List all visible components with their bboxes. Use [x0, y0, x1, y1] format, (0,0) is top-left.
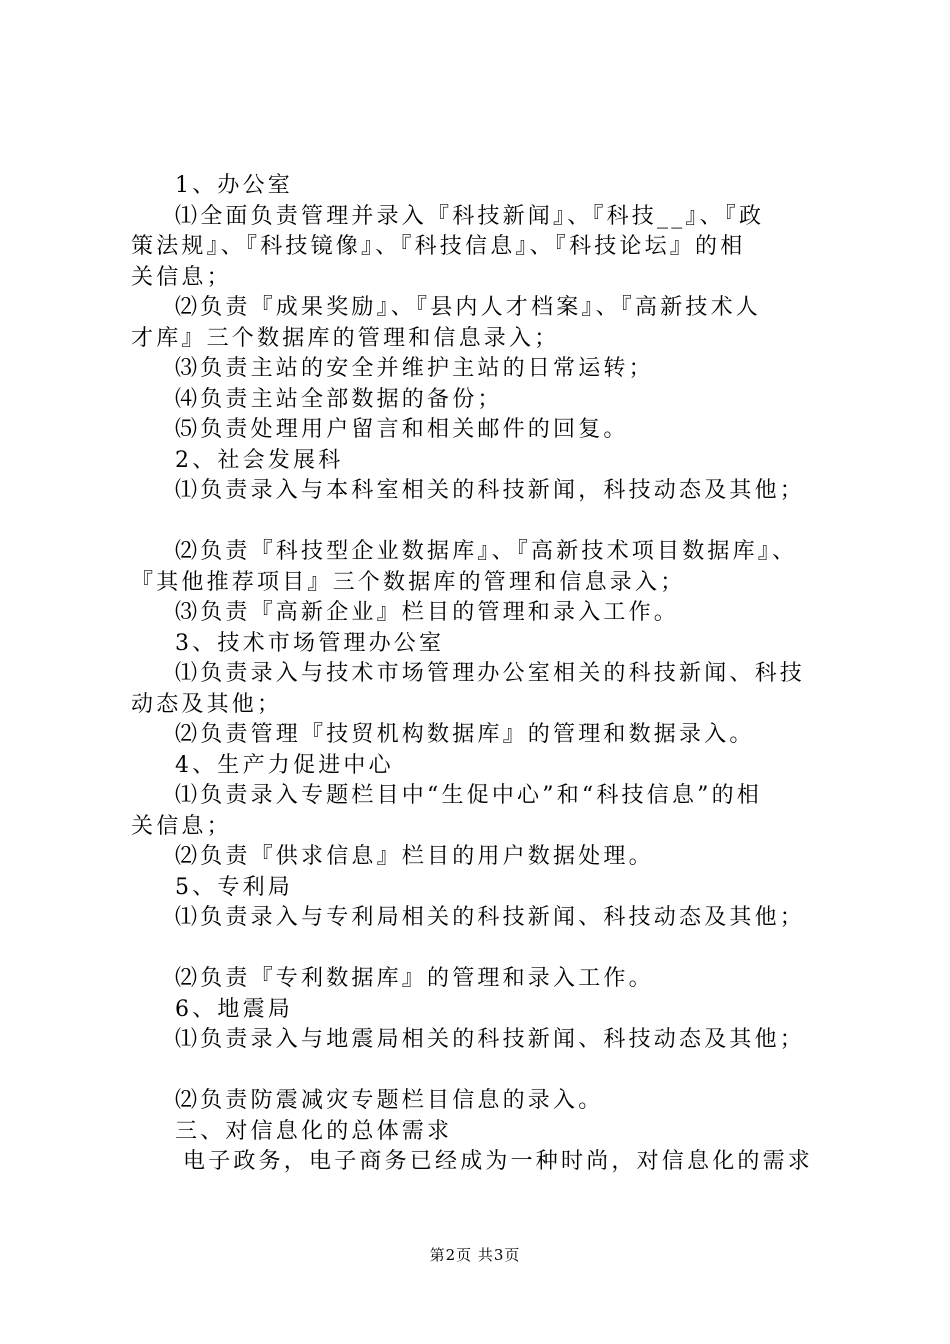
blank-line: [131, 1056, 851, 1087]
paragraph-line: 关信息；: [131, 813, 232, 839]
paragraph-line: ⑴全面负责管理并录入『科技新闻』、『科技__』、『政: [175, 203, 765, 229]
section-heading-earthquake: 6、地震局: [175, 996, 293, 1022]
paragraph-line: ⑵负责『成果奖励』、『县内人才档案』、『高新技术人: [175, 295, 762, 320]
section-heading-requirements: 三、对信息化的总体需求: [175, 1118, 453, 1144]
paragraph-line: 关信息；: [131, 264, 232, 290]
paragraph-line: ⑶负责主站的安全并维护主站的日常运转；: [175, 356, 654, 381]
blank-line: [131, 507, 851, 538]
paragraph-line: ⑵负责管理『技贸机构数据库』的管理和数据录入。: [175, 722, 755, 747]
paragraph-line: ⑵负责『专利数据库』的管理和录入工作。: [175, 966, 654, 991]
paragraph-line: ⑴负责录入与专利局相关的科技新闻、科技动态及其他；: [175, 905, 806, 930]
section-heading-social-dev: 2、社会发展科: [175, 447, 344, 473]
section-heading-office: 1、办公室: [175, 173, 293, 198]
section-heading-productivity: 4、生产力促进中心: [175, 752, 394, 778]
section-heading-patent: 5、专利局: [175, 874, 293, 900]
paragraph-line: ⑴负责录入与技术市场管理办公室相关的科技新闻、科技: [175, 661, 806, 686]
page-footer: 第2页 共3页: [429, 1246, 521, 1264]
paragraph-line: 才库』三个数据库的管理和信息录入；: [131, 325, 560, 351]
paragraph-line: ⑴负责录入与本科室相关的科技新闻，科技动态及其他；: [175, 478, 806, 503]
document-body: [131, 171, 851, 1178]
paragraph-line: ⑵负责『科技型企业数据库』、『高新技术项目数据库』、: [175, 539, 798, 564]
paragraph-line: ⑵负责『供求信息』栏目的用户数据处理。: [175, 844, 654, 869]
paragraph-line: ⑶负责『高新企业』栏目的管理和录入工作。: [175, 600, 680, 625]
blank-line: [131, 934, 851, 965]
paragraph-line: ⑵负责防震减灾专题栏目信息的录入。: [175, 1088, 604, 1113]
paragraph-line: 动态及其他；: [131, 691, 283, 717]
paragraph-line: ⑴负责录入与地震局相关的科技新闻、科技动态及其他；: [175, 1027, 806, 1052]
paragraph-line: 『其他推荐项目』三个数据库的管理和信息录入；: [131, 569, 686, 595]
paragraph-line: ⑷负责主站全部数据的备份；: [175, 386, 503, 412]
paragraph-line: 策法规』、『科技镜像』、『科技信息』、『科技论坛』的相: [131, 234, 746, 259]
paragraph-line: 电子政务，电子商务已经成为一种时尚，对信息化的需求: [183, 1149, 814, 1174]
paragraph-line: ⑴负责录入专题栏目中“生促中心”和“科技信息”的相: [175, 783, 762, 808]
paragraph-line: ⑸负责处理用户留言和相关邮件的回复。: [175, 417, 629, 442]
section-heading-tech-market: 3、技术市场管理办公室: [175, 630, 445, 656]
